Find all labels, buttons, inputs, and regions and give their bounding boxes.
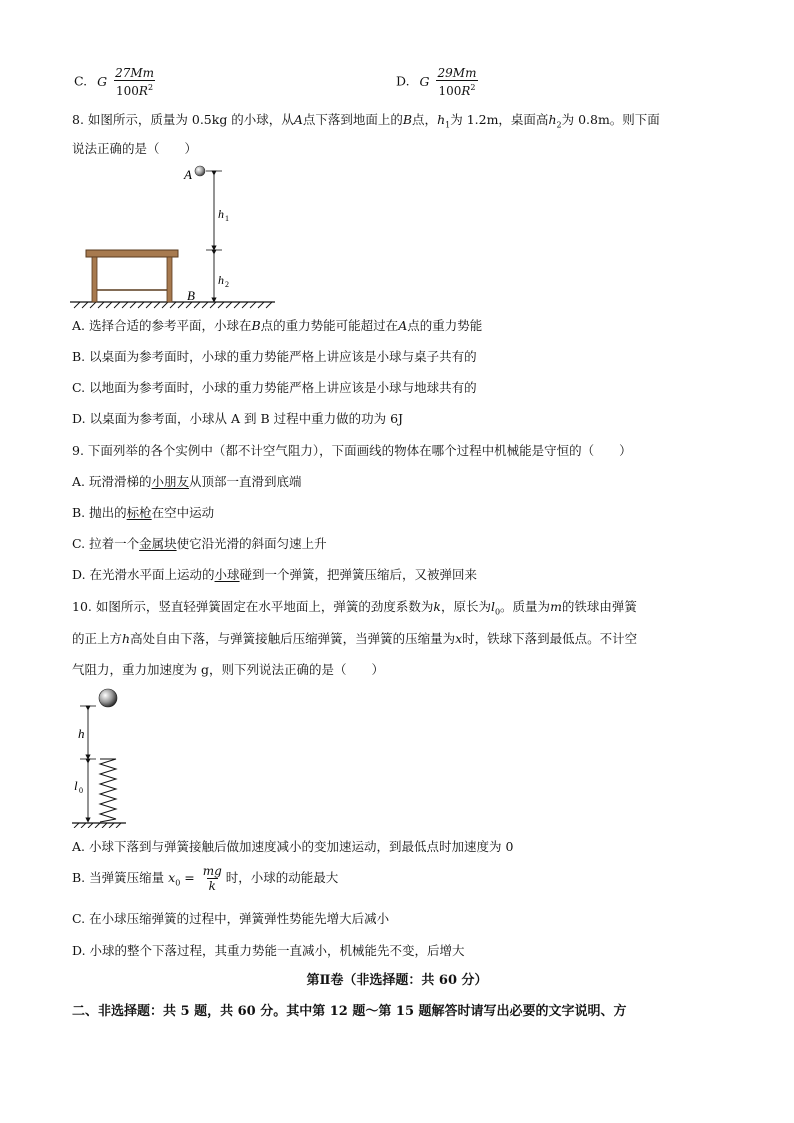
underlined-object: 标枪 [126, 505, 152, 520]
label-h: h [78, 726, 85, 741]
var-m: m [550, 599, 562, 614]
sub: 2 [556, 120, 562, 130]
den-exp: 2 [470, 83, 476, 92]
var-h: h [548, 112, 557, 127]
var-x: x [168, 870, 176, 885]
q9-option-a [72, 473, 302, 491]
fraction-denominator [436, 80, 477, 98]
q8-option-b: B. 以桌面为参考面时，小球的重力势能严格上讲应该是小球与桌子共有的 [72, 349, 477, 364]
text: 在空中运动 [151, 505, 215, 520]
table-top [86, 250, 178, 257]
text: 碰到一个弹簧，把弹簧压缩后，又被弹回来 [239, 567, 478, 582]
var-k: k [433, 599, 441, 614]
text: 点的重力势能 [407, 318, 483, 333]
text: 时，铁球下落到最低点。不计空 [462, 631, 638, 646]
label-h1: h [218, 207, 224, 221]
q7-option-c [74, 66, 158, 98]
section-heading: 二、非选择题：共 5 题，共 60 分。其中第 12 题～第 15 题解答时请写出必要的文字说明、方 [72, 1004, 627, 1019]
text: C. 拉着一个 [72, 536, 140, 551]
q8-option-a [72, 317, 482, 335]
den-prefix: 100 [116, 84, 139, 98]
label-l0-sub: 0 [79, 786, 83, 795]
den-exp: 2 [147, 83, 154, 92]
text: 10. 如图所示，竖直轻弹簧固定在水平地面上，弹簧的劲度系数为 [72, 599, 434, 614]
text: B. 抛出的 [72, 505, 127, 520]
q9-stem: 9. 下面列举的各个实例中（都不计空气阻力），下面画线的物体在哪个过程中机械能是守恒的（ ） [72, 443, 632, 458]
text: 点， [412, 112, 438, 127]
fraction [436, 66, 479, 98]
label-h2: h [218, 273, 224, 287]
var-a: A [293, 112, 303, 127]
text: 的铁球由弹簧 [561, 599, 637, 614]
q10-stem-line2 [72, 630, 637, 648]
q10-stem-line3: 气阻力，重力加速度为 g，则下列说法正确的是（ ） [72, 662, 384, 677]
q8-figure-table-ball [70, 160, 280, 310]
q9-option-d [72, 566, 477, 584]
q8-option-c: C. 以地面为参考面时，小球的重力势能严格上讲应该是小球与地球共有的 [72, 380, 477, 395]
text: 使它沿光滑的斜面匀速上升 [176, 536, 327, 551]
den-var: R [461, 84, 471, 98]
var-l: l [490, 599, 495, 614]
var-a: A [398, 318, 408, 333]
q10-figure-spring-ball [70, 686, 150, 828]
text: A. 玩滑滑梯的 [72, 474, 152, 489]
text: 时，小球的动能最大 [225, 870, 339, 885]
label-h2-sub: 2 [225, 280, 229, 289]
option-letter: C. [74, 73, 88, 89]
underlined-object: 小朋友 [151, 474, 189, 489]
text: D. 在光滑水平面上运动的 [72, 567, 215, 582]
q7-option-d [396, 66, 480, 98]
label-b: B [187, 288, 195, 303]
text: 的正上方 [72, 631, 123, 646]
q9-option-b [72, 504, 214, 522]
text: B. 当弹簧压缩量 [72, 870, 165, 885]
q10-option-a: A. 小球下落到与弹簧接触后做加速度减小的变加速运动，到最低点时加速度为 0 [72, 839, 514, 854]
q10-stem-line1 [72, 598, 637, 622]
gravity-constant: G [97, 73, 108, 89]
text: 。质量为 [500, 599, 551, 614]
underlined-object: 小球 [214, 567, 240, 582]
text: 为 1.2m，桌面高 [450, 112, 549, 127]
var-h: h [122, 631, 131, 646]
text: 为 0.8m。则下面 [561, 112, 660, 127]
sub: 0 [175, 878, 181, 888]
text: ，原长为 [440, 599, 491, 614]
fraction-numerator: 29Mm [437, 66, 477, 80]
option-letter: D. [396, 73, 410, 89]
text: 高处自由下落，与弹簧接触后压缩弹簧，当弹簧的压缩量为 [130, 631, 456, 646]
ball [195, 166, 205, 176]
text: 8. 如图所示，质量为 0.5kg 的小球，从 [72, 112, 294, 127]
spring [100, 759, 116, 822]
table-leg-left [92, 257, 97, 302]
fraction-denominator: k [208, 879, 216, 893]
label-a: A [184, 167, 192, 182]
den-var: R [138, 84, 148, 98]
q8-option-d: D. 以桌面为参考面，小球从 A 到 B 过程中重力做的功为 6J [72, 411, 404, 426]
label-l0: l [74, 778, 78, 793]
q8-stem-line2: 说法正确的是（ ） [72, 141, 198, 156]
fraction-denominator [114, 80, 155, 98]
text: 从顶部一直滑到底端 [189, 474, 302, 489]
var-h: h [437, 112, 446, 127]
text: 点下落到地面上的 [302, 112, 403, 127]
var-b: B [251, 318, 261, 333]
fraction [201, 864, 224, 893]
fraction [113, 66, 156, 98]
den-prefix: 100 [438, 84, 462, 98]
q9-option-c [72, 535, 327, 553]
underlined-object: 金属块 [139, 536, 177, 551]
q8-stem-line1 [72, 111, 660, 135]
section-title: 第Ⅱ卷（非选择题：共 60 分） [306, 973, 488, 988]
q10-option-d: D. 小球的整个下落过程，其重力势能一直减小，机械能先不变，后增大 [72, 943, 465, 958]
gravity-constant: G [419, 73, 430, 89]
text: A. 选择合适的参考平面，小球在 [72, 318, 252, 333]
text: 点的重力势能可能超过在 [260, 318, 399, 333]
var-b: B [402, 112, 413, 127]
iron-ball [99, 689, 117, 707]
q10-option-c: C. 在小球压缩弹簧的过程中，弹簧弹性势能先增大后减小 [72, 911, 390, 926]
sub: 0 [494, 607, 501, 617]
fraction-numerator: 27Mm [115, 66, 154, 80]
sub: 1 [445, 120, 451, 130]
label-h1-sub: 1 [225, 214, 229, 223]
var-x: x [455, 631, 463, 646]
fraction-numerator: mg [202, 864, 222, 878]
q10-option-b [72, 864, 338, 893]
equals: = [184, 870, 195, 885]
table-leg-right [167, 257, 172, 302]
